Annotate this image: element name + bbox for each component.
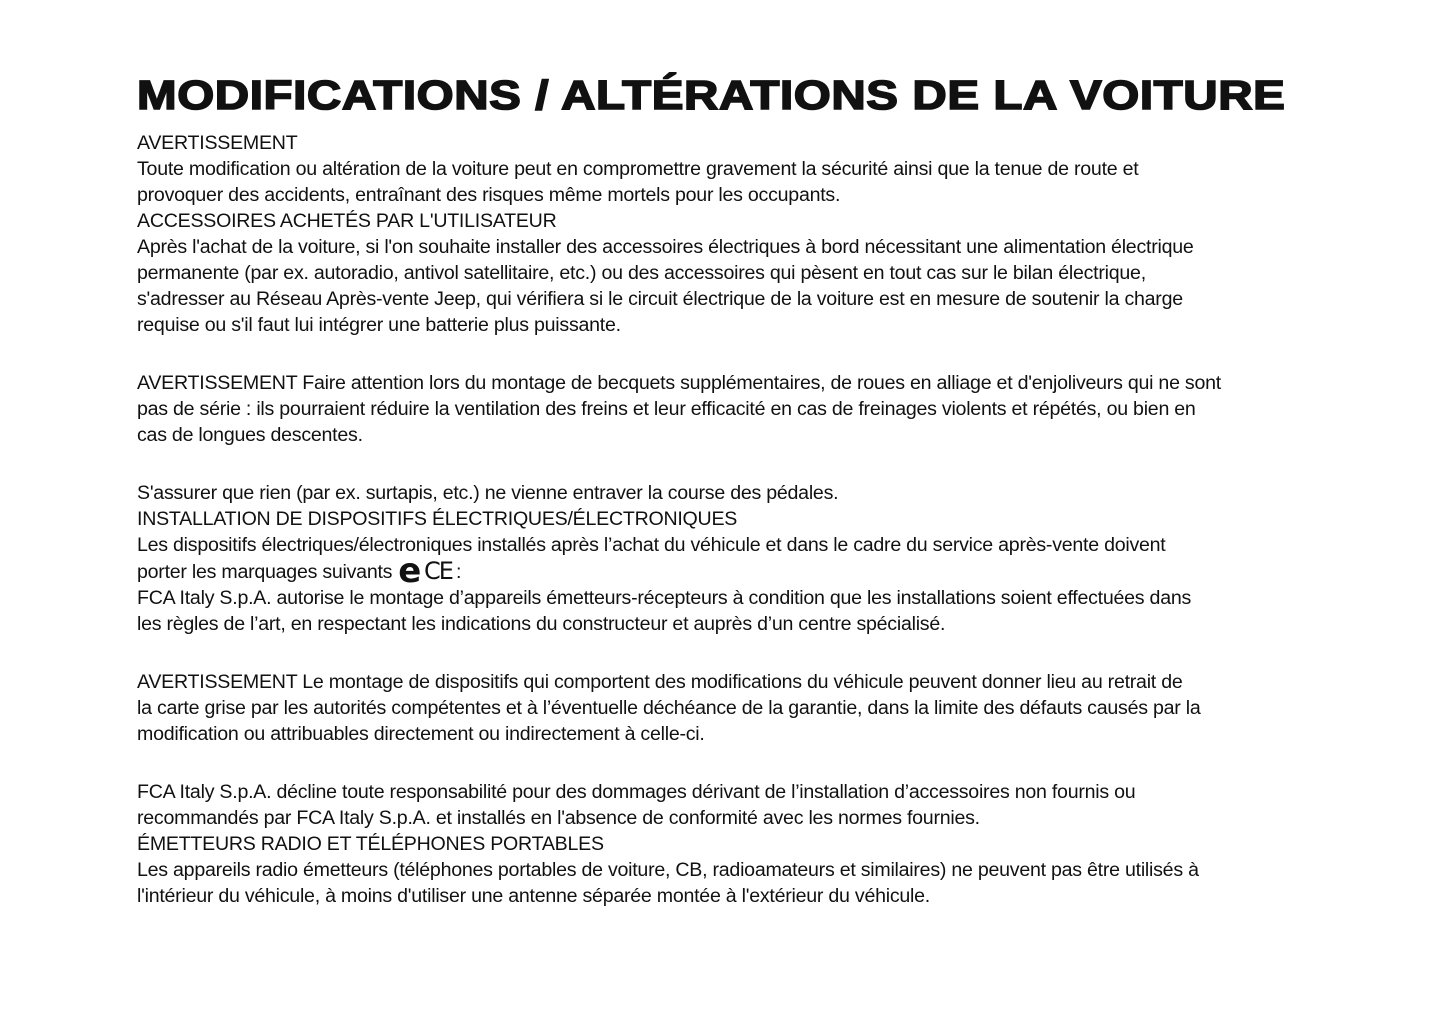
paragraph-line: pas de série : ils pourraient réduire la ventilation des freins et leur efficacité en cas de freinages violents et répétés, ou bien en [137,398,1196,420]
section-pedals [137,480,1337,506]
paragraph-line: FCA Italy S.p.A. décline toute responsabilité pour des dommages dérivant de l’installation d’accessoires non fournis ou [137,781,1136,803]
paragraph-line: les règles de l’art, en respectant les indications du constructeur et auprès d’un centre spécialisé. [137,613,946,635]
paragraph-line: requise ou s'il faut lui intégrer une batterie plus puissante. [137,314,621,336]
paragraph-line: AVERTISSEMENT Faire attention lors du montage de becquets supplémentaires, de roues en alliage et d'enjoliveurs qui ne sont [137,372,1221,394]
section-electrical-devices [137,506,1337,637]
paragraph-line [137,551,1337,591]
e-mark-icon: e [398,551,422,591]
spacer [137,747,1337,779]
paragraph-line: Après l'achat de la voiture, si l'on souhaite installer des accessoires électriques à bord nécessitant une alimentation électrique [137,236,1194,258]
section-heading: INSTALLATION DE DISPOSITIFS ÉLECTRIQUES/ÉLECTRONIQUES [137,508,738,530]
paragraph-line: provoquer des accidents, entraînant des risques même mortels pour les occupants. [137,184,841,206]
section-warning-general [137,130,1337,208]
paragraph-line: cas de longues descentes. [137,424,363,446]
paragraph-line: AVERTISSEMENT Le montage de dispositifs qui comportent des modifications du véhicule peuvent donner lieu au retrait de [137,671,1183,693]
paragraph-line: Toute modification ou altération de la voiture peut en compromettre gravement la sécurité ainsi que la tenue de route et [137,158,1139,180]
paragraph-line: l'intérieur du véhicule, à moins d'utiliser une antenne séparée montée à l'extérieur du véhicule. [137,885,930,907]
paragraph-line: recommandés par FCA Italy S.p.A. et installés en l'absence de conformité avec les normes fournies. [137,807,980,829]
paragraph-line: s'adresser au Réseau Après-vente Jeep, qui vérifiera si le circuit électrique de la voiture est en mesure de soutenir la charge [137,288,1183,310]
document-page [137,70,1337,909]
marking-suffix: : [455,561,462,583]
spacer [137,637,1337,669]
section-warning-spoilers [137,370,1337,448]
marking-text: porter les marquages suivants [137,561,393,583]
paragraph-line: permanente (par ex. autoradio, antivol satellitaire, etc.) ou des accessoires qui pèsent en tout cas sur le bilan électrique, [137,262,1146,284]
spacer [137,338,1337,370]
section-heading: AVERTISSEMENT [137,132,298,154]
paragraph-line: S'assurer que rien (par ex. surtapis, etc.) ne vienne entraver la course des pédales. [137,482,839,504]
paragraph-line: Les appareils radio émetteurs (téléphones portables de voiture, CB, radioamateurs et similaires) ne peuvent pas être utilisés à [137,859,1199,881]
section-heading: ÉMETTEURS RADIO ET TÉLÉPHONES PORTABLES [137,833,604,855]
page-title: MODIFICATIONS / ALTÉRATIONS DE LA VOITURE [137,72,1286,118]
paragraph-line: Les dispositifs électriques/électroniques installés après l’achat du véhicule et dans le cadre du service après-vente doivent [137,534,1166,556]
section-user-accessories [137,208,1337,338]
section-warning-registration [137,669,1337,747]
paragraph-line: FCA Italy S.p.A. autorise le montage d’appareils émetteurs-récepteurs à condition que les installations soient effectuées dans [137,587,1192,609]
paragraph-line: modification ou attribuables directement ou indirectement à celle-ci. [137,723,705,745]
section-liability [137,779,1337,831]
spacer [137,448,1337,480]
paragraph-line: la carte grise par les autorités compétentes et à l’éventuelle déchéance de la garantie, dans la limite des défauts causés par la [137,697,1201,719]
section-radio-transmitters [137,831,1337,909]
ce-mark-icon: CE [424,557,452,585]
certification-marks [398,551,452,591]
section-heading: ACCESSOIRES ACHETÉS PAR L'UTILISATEUR [137,210,557,232]
